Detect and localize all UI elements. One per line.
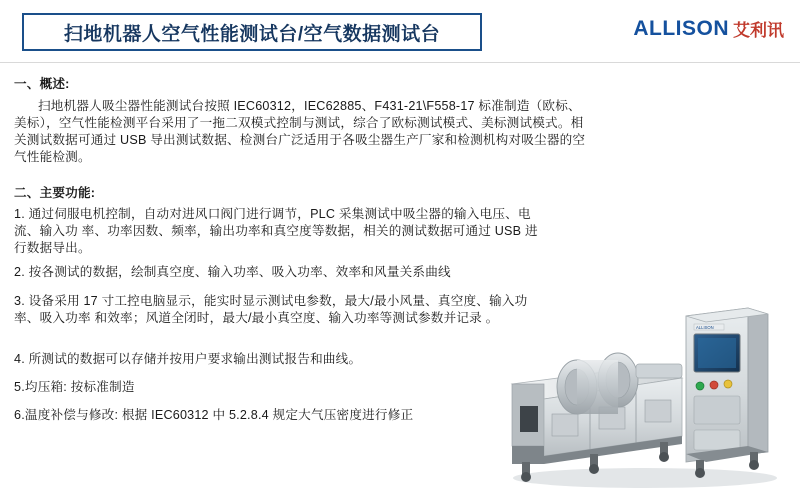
function-item-3: 3. 设备采用 17 寸工控电脑显示，能实时显示测试电参数，最大/最小风量、真空度、输入功率、吸入功率 和效率；风道全闭时，最大/最小真空度、输入功率等测试参数并记录 。 [14, 294, 528, 325]
function-item-2: 2. 按各测试的数据，绘制真空度、输入功率、吸入功率、效率和风量关系曲线 [14, 265, 451, 279]
page-footer [0, 444, 800, 450]
page-title: 扫地机器人空气性能测试台/空气数据测试台 [63, 23, 441, 45]
page-title-box [22, 13, 482, 51]
function-item-4: 4. 所测试的数据可以存储并按用户要求输出测试报告和曲线。 [14, 352, 362, 366]
brand-logo [633, 16, 784, 41]
overview-paragraph: 扫地机器人吸尘器性能测试台按照 IEC60312，IEC62885、F431-21\F558-17 标准制造（欧标、美标），空气性能检测平台采用了一拖二双模式控制与测试，综合了欧标测试模式、美标测试模式。相关测试数据可通过 USB 导出测试数据、检测台广泛适用于各吸尘器生产厂家和检测机构对吸尘器的空气性能检测。 [14, 99, 586, 164]
function-item-1: 1. 通过伺服电机控制，自动对进风口阀门进行调节，PLC 采集测试中吸尘器的输入电压、电流、输入功 率、功率因数、频率，输出功率和真空度等数据，相关的测试数据可通过 USB 进行数据导出。 [14, 207, 538, 255]
header-divider [0, 62, 800, 63]
function-item-5: 5.均压箱: 按标准制造 [14, 380, 135, 394]
functions-heading: 二、主要功能: [14, 186, 96, 200]
svg-text:ALLISON: ALLISON [696, 325, 714, 330]
overview-heading: 一、概述: [14, 77, 70, 91]
function-item-6: 6.温度补偿与修改: 根据 IEC60312 中 5.2.8.4 规定大气压密度进行修正 [14, 408, 414, 422]
air-performance-test-bench-photo [500, 256, 790, 496]
brand-name-en: ALLISON [633, 16, 729, 40]
page-header [0, 0, 800, 62]
brand-name-cn: 艾利讯 [733, 21, 784, 40]
page-content [0, 66, 800, 450]
